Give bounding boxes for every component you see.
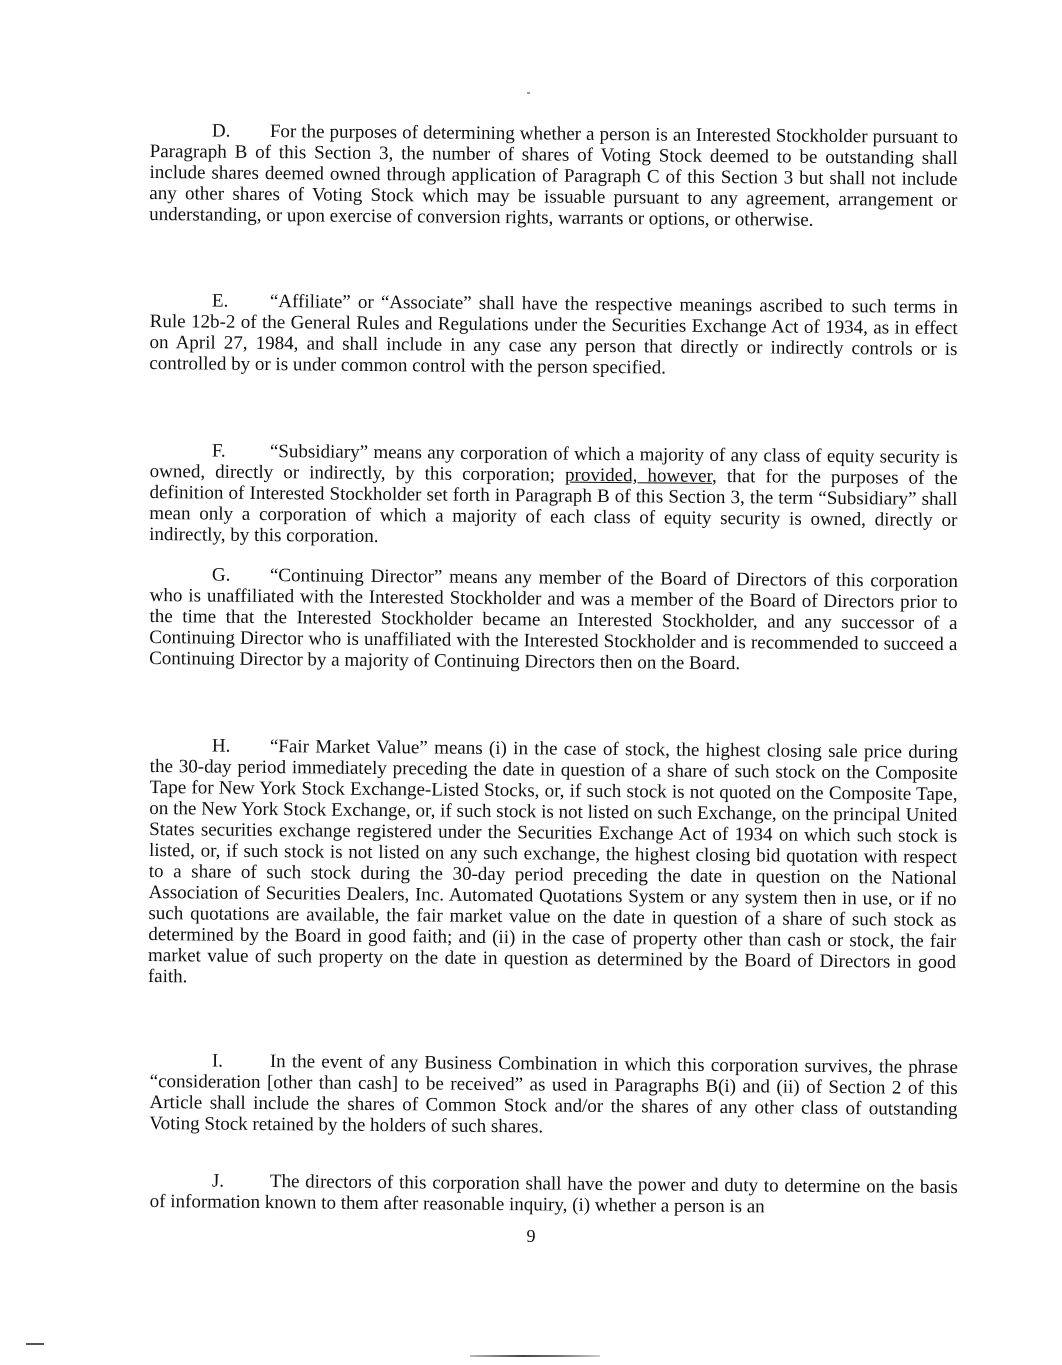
paragraph-text: “Fair Market Value” means (i) in the case of stock, the highest closing sale price during the 30-day period immediately preceding the date in question of a share of such stock on the Composite Tape for New York Stock Exchange-Listed Stocks, or, if such stock is not quoted on the Composite Tape, on the New York Stock Exchange, or, if such stock is not listed on such Exchange, on the principal United States securities exchange registered under the Securities Exchange Act of 1934 on which such stock is listed, or, if such stock is not listed on any such exchange, the highest closing bid quotation with respect to a share of such stock during the 30-day period preceding the date in question on the National Association of Securities Dealers, Inc. Automated Quotations System or any system then in use, or if no such quotations are available, the fair market value on the date in question of a share of such stock as determined by the Board in good faith; and (ii) in the case of property other than cash or stock, the fair market value of such property on the date in question as determined by the Board of Directors in good faith.	[147, 736, 958, 988]
paragraph-j	[150, 1170, 958, 1219]
paragraph-marker: H.	[211, 735, 231, 757]
scan-artifact-dot	[527, 92, 530, 94]
paragraph-text: “Affiliate” or “Associate” shall have the respective meanings ascribed to such terms in Rule 12b-2 of the General Rules and Regulations under the Securities Exchange Act of 1934, as in effect on April 27, 1984, and shall include in any case any person that directly or indirectly controls or is controlled by or is under common control with the person specified.	[149, 291, 958, 379]
paragraph-f	[149, 440, 958, 552]
paragraph-g	[149, 564, 958, 676]
scan-artifact-line	[470, 1355, 600, 1357]
paragraph-marker: G.	[211, 564, 231, 586]
paragraph-marker: D.	[211, 120, 231, 142]
paragraph-underlined-text: provided, however	[564, 464, 713, 487]
scan-artifact-line	[26, 1343, 44, 1345]
paragraph-text-before: “Subsidiary” means any corporation of which a majority of any class of equity security is owned, directly or indirectly, by this corporation;	[149, 441, 958, 486]
paragraph-i	[149, 1050, 958, 1141]
paragraph-text-after: , that for the purposes of the definition of Interested Stockholder set forth in Paragraph B of this Section 3, the term “Subsidiary” shall mean only a corporation of which a majority of each class of equity security is owned, directly or indirectly, by this corporation.	[149, 465, 958, 547]
page-number: 9	[526, 1226, 536, 1246]
paragraph-h	[148, 735, 958, 994]
paragraph-text: The directors of this corporation shall have the power and duty to determine on the basis of information known to them after reasonable inquiry, (i) whether a person is an	[149, 1171, 958, 1218]
paragraph-text: “Continuing Director” means any member of the Board of Directors of this corporation who is unaffiliated with the Interested Stockholder and was a member of the Board of Directors prior to the time that the Interested Stockholder became an Interested Stockholder, and any successor of a Continuing Director who is unaffiliated with the Interested Stockholder and is recommended to succeed a Continuing Director by a majority of Continuing Directors then on the Board.	[149, 565, 958, 675]
paragraph-d	[149, 120, 958, 232]
paragraph-marker: E.	[211, 290, 229, 312]
paragraph-e	[149, 290, 958, 381]
paragraph-text: In the event of any Business Combination in which this corporation survives, the phrase “consideration [other than cash] to be received” as used in Paragraphs B(i) and (ii) of Section 2 of this Article shall include the shares of Common Stock and/or the shares of any other class of outstanding Voting Stock retained by the holders of such shares.	[149, 1051, 958, 1138]
paragraph-marker: F.	[211, 440, 226, 462]
paragraph-text: For the purposes of determining whether a person is an Interested Stockholder pursuant to Paragraph B of this Section 3, the number of shares of Voting Stock deemed to be outstanding shall include shares deemed owned through application of Paragraph C of this Section 3 but shall not include any other shares of Voting Stock which may be issuable pursuant to any agreement, arrangement or understanding, or upon exercise of conversion rights, warrants or options, or otherwise.	[149, 121, 958, 231]
paragraph-marker: J.	[211, 1170, 225, 1192]
paragraph-marker: I.	[211, 1050, 224, 1072]
